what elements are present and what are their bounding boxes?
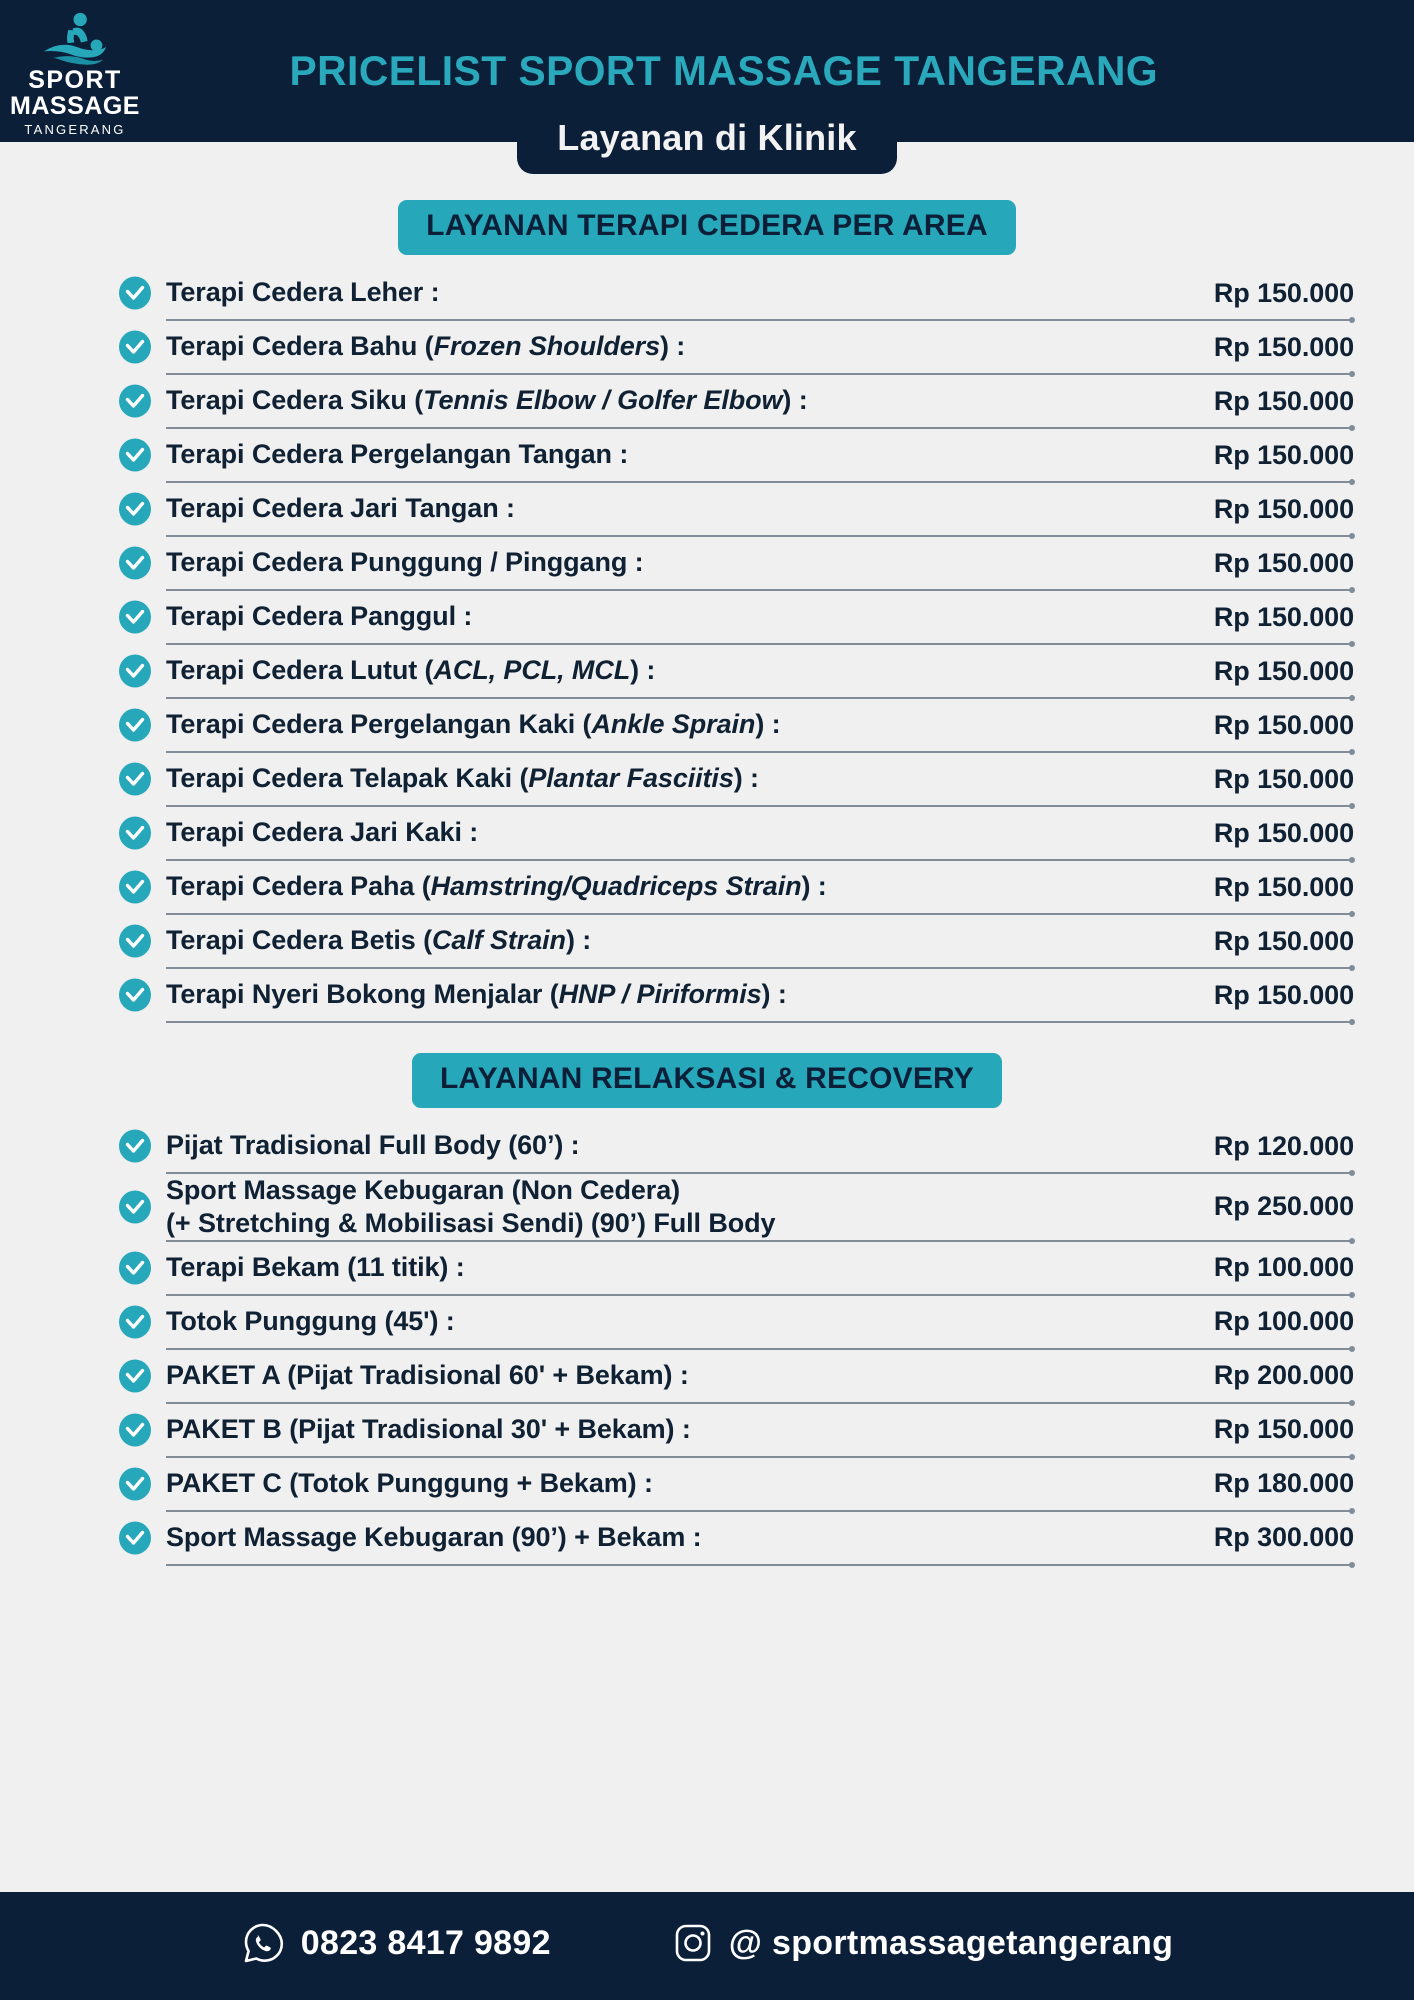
section-header: LAYANAN TERAPI CEDERA PER AREA (398, 200, 1016, 255)
check-circle-icon (118, 924, 152, 958)
check-circle-icon (118, 1129, 152, 1163)
table-row (118, 1350, 1354, 1402)
whatsapp-icon (241, 1921, 285, 1965)
table-row (118, 807, 1354, 859)
service-label: Totok Punggung (45') : (166, 1305, 455, 1336)
service-label: Terapi Cedera Pergelangan Tangan : (166, 439, 629, 470)
table-row (118, 1512, 1354, 1564)
section-header-wrap-0 (0, 200, 1414, 255)
service-label: Terapi Cedera Siku (Tennis Elbow / Golfer Elbow) : (166, 385, 808, 416)
check-circle-icon (118, 870, 152, 904)
table-row (118, 429, 1354, 481)
service-label: Terapi Cedera Punggung / Pinggang : (166, 547, 644, 578)
service-price: Rp 300.000 (1213, 1522, 1354, 1553)
service-price: Rp 150.000 (1213, 763, 1354, 794)
service-price: Rp 150.000 (1213, 871, 1354, 902)
service-label: Terapi Cedera Panggul : (166, 601, 473, 632)
check-circle-icon (118, 978, 152, 1012)
service-label: Pijat Tradisional Full Body (60’) : (166, 1130, 580, 1161)
check-circle-icon (118, 546, 152, 580)
table-row (118, 1242, 1354, 1294)
check-circle-icon (118, 1190, 152, 1224)
page-title: PRICELIST SPORT MASSAGE TANGERANG (289, 47, 1159, 94)
check-circle-icon (118, 492, 152, 526)
table-row (118, 753, 1354, 805)
check-circle-icon (118, 1467, 152, 1501)
logo-text-massage: MASSAGE (10, 91, 140, 120)
service-label: Terapi Cedera Betis (Calf Strain) : (166, 925, 592, 956)
table-row (118, 537, 1354, 589)
service-price: Rp 100.000 (1213, 1306, 1354, 1337)
check-circle-icon (118, 708, 152, 742)
service-price: Rp 250.000 (1213, 1191, 1354, 1222)
check-circle-icon (118, 1305, 152, 1339)
section-header-wrap-1 (0, 1053, 1414, 1108)
service-label: Terapi Bekam (11 titik) : (166, 1251, 465, 1282)
table-row (118, 267, 1354, 319)
service-label: PAKET C (Totok Punggung + Bekam) : (166, 1467, 653, 1498)
service-price: Rp 180.000 (1213, 1468, 1354, 1499)
table-row (118, 969, 1354, 1021)
service-price: Rp 150.000 (1213, 979, 1354, 1010)
service-label: Terapi Cedera Jari Tangan : (166, 493, 515, 524)
service-label: Terapi Cedera Lutut (ACL, PCL, MCL) : (166, 655, 656, 686)
service-price: Rp 150.000 (1213, 385, 1354, 416)
row-divider (166, 1564, 1354, 1566)
check-circle-icon (118, 762, 152, 796)
price-list (0, 1120, 1414, 1566)
check-circle-icon (118, 384, 152, 418)
service-label: Terapi Cedera Paha (Hamstring/Quadriceps Strain) : (166, 871, 827, 902)
check-circle-icon (118, 1413, 152, 1447)
service-label: Terapi Cedera Leher : (166, 277, 440, 308)
page-footer (0, 1892, 1414, 2000)
service-price: Rp 150.000 (1213, 439, 1354, 470)
service-label: Sport Massage Kebugaran (Non Cedera) (+ Stretching & Mobilisasi Sendi) (90’) Full Body (166, 1175, 776, 1238)
table-row (118, 591, 1354, 643)
table-row (118, 321, 1354, 373)
check-circle-icon (118, 276, 152, 310)
contact-whatsapp[interactable] (241, 1921, 551, 1965)
table-row (118, 483, 1354, 535)
page-subtitle-wrap (0, 106, 1414, 174)
table-row (118, 1120, 1354, 1172)
service-price: Rp 150.000 (1213, 1414, 1354, 1445)
massage-therapist-logo-icon (38, 10, 112, 66)
contact-instagram[interactable] (673, 1923, 1173, 1963)
row-divider (166, 1021, 1354, 1023)
check-circle-icon (118, 438, 152, 472)
instagram-handle: @ sportmassagetangerang (728, 1923, 1174, 1962)
whatsapp-number: 0823 8417 9892 (300, 1923, 551, 1962)
service-price: Rp 150.000 (1213, 655, 1354, 686)
service-price: Rp 150.000 (1213, 817, 1354, 848)
service-price: Rp 150.000 (1213, 709, 1354, 740)
table-row (118, 1404, 1354, 1456)
page-subtitle-banner: Layanan di Klinik (517, 106, 896, 174)
table-row (118, 645, 1354, 697)
service-price: Rp 200.000 (1213, 1360, 1354, 1391)
check-circle-icon (118, 1251, 152, 1285)
service-label: Terapi Cedera Bahu (Frozen Shoulders) : (166, 331, 686, 362)
service-price: Rp 150.000 (1213, 547, 1354, 578)
table-row (118, 1296, 1354, 1348)
service-price: Rp 150.000 (1213, 331, 1354, 362)
service-label: PAKET A (Pijat Tradisional 60' + Bekam) : (166, 1359, 689, 1390)
check-circle-icon (118, 600, 152, 634)
section-header: LAYANAN RELAKSASI & RECOVERY (412, 1053, 1002, 1108)
check-circle-icon (118, 816, 152, 850)
service-price: Rp 120.000 (1213, 1130, 1354, 1161)
logo-text-tangerang: TANGERANG (24, 122, 126, 138)
service-price: Rp 150.000 (1213, 601, 1354, 632)
check-circle-icon (118, 1521, 152, 1555)
table-row (118, 861, 1354, 913)
instagram-icon (673, 1923, 713, 1963)
table-row (118, 1458, 1354, 1510)
service-label: Terapi Cedera Telapak Kaki (Plantar Fasciitis) : (166, 763, 759, 794)
service-price: Rp 150.000 (1213, 277, 1354, 308)
check-circle-icon (118, 1359, 152, 1393)
check-circle-icon (118, 330, 152, 364)
service-price: Rp 150.000 (1213, 925, 1354, 956)
check-circle-icon (118, 654, 152, 688)
sections-host (0, 174, 1414, 1566)
service-label: Terapi Cedera Pergelangan Kaki (Ankle Sprain) : (166, 709, 781, 740)
service-price: Rp 100.000 (1213, 1252, 1354, 1283)
service-label: PAKET B (Pijat Tradisional 30' + Bekam) : (166, 1413, 691, 1444)
service-label: Sport Massage Kebugaran (90’) + Bekam : (166, 1521, 702, 1552)
table-row (118, 699, 1354, 751)
price-list (0, 267, 1414, 1023)
table-row (118, 915, 1354, 967)
logo-text-sport: SPORT (28, 65, 122, 94)
service-price: Rp 150.000 (1213, 493, 1354, 524)
table-row (118, 1174, 1354, 1240)
table-row (118, 375, 1354, 427)
service-label: Terapi Cedera Jari Kaki : (166, 817, 479, 848)
service-label: Terapi Nyeri Bokong Menjalar (HNP / Piriformis) : (166, 979, 787, 1010)
